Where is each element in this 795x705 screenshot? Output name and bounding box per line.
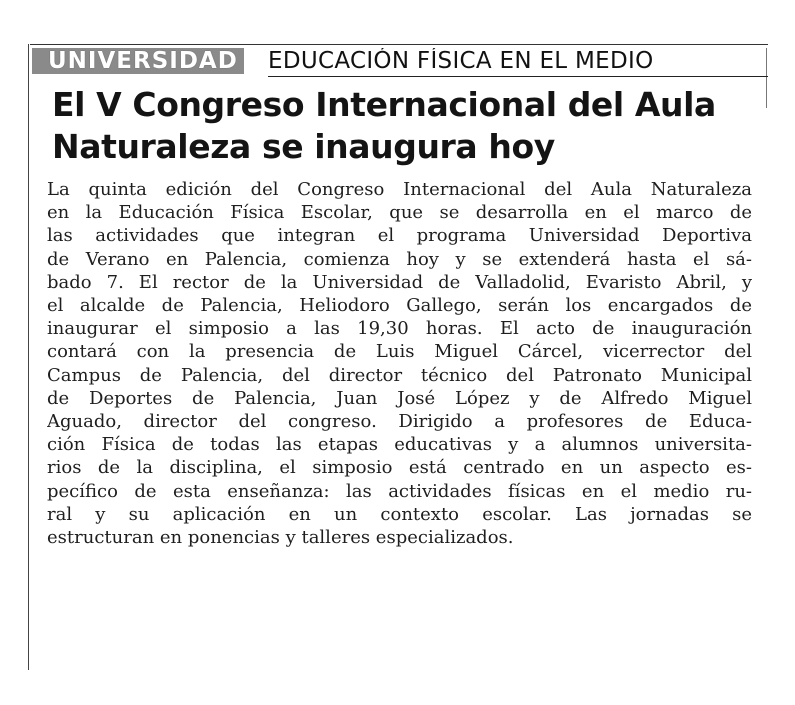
body-line: de Verano en Palencia, comienza hoy y se extenderá hasta el sá- [47, 248, 752, 270]
article-headline [52, 84, 752, 168]
body-line: inaugurar el simposio a las 19,30 horas. El acto de inauguración [47, 318, 752, 340]
body-line: ral y su aplicación en un contexto escolar. Las jornadas se [47, 503, 752, 525]
section-header [32, 46, 764, 78]
body-line: La quinta edición del Congreso Internacional del Aula Naturaleza [47, 179, 752, 200]
body-line: en la Educación Física Escolar, que se desarrolla en el marco de [47, 202, 752, 224]
left-border-rule [28, 44, 29, 670]
body-line: bado 7. El rector de la Universidad de Valladolid, Evaristo Abril, y [47, 271, 752, 293]
section-topic: EDUCACIÓN FÍSICA EN EL MEDIO [268, 48, 768, 77]
article-body [47, 178, 752, 549]
body-line: de Deportes de Palencia, Juan José López y de Alfredo Miguel [47, 387, 752, 409]
body-line: Campus de Palencia, del director técnico del Patronato Municipal [47, 364, 752, 386]
section-label: UNIVERSIDAD [32, 48, 244, 74]
body-line: Aguado, director del congreso. Dirigido a profesores de Educa- [47, 411, 752, 433]
body-line: el alcalde de Palencia, Heliodoro Gallego, serán los encargados de [47, 295, 752, 317]
headline-line: El V Congreso Internacional del Aula [52, 85, 716, 124]
body-line: estructuran en ponencias y talleres especializados. [47, 527, 514, 549]
body-line: pecífico de esta enseñanza: las actividades físicas en el medio ru- [47, 480, 752, 502]
body-line: rios de la disciplina, el simposio está centrado en un aspecto es- [47, 457, 752, 479]
top-border-rule [30, 44, 768, 45]
body-line: contará con la presencia de Luis Miguel Cárcel, vicerrector del [47, 341, 752, 363]
body-line: ción Física de todas las etapas educativas y a alumnos universita- [47, 434, 752, 456]
body-line: las actividades que integran el programa Universidad Deportiva [47, 225, 752, 247]
headline-line: Naturaleza se inaugura hoy [52, 127, 555, 166]
